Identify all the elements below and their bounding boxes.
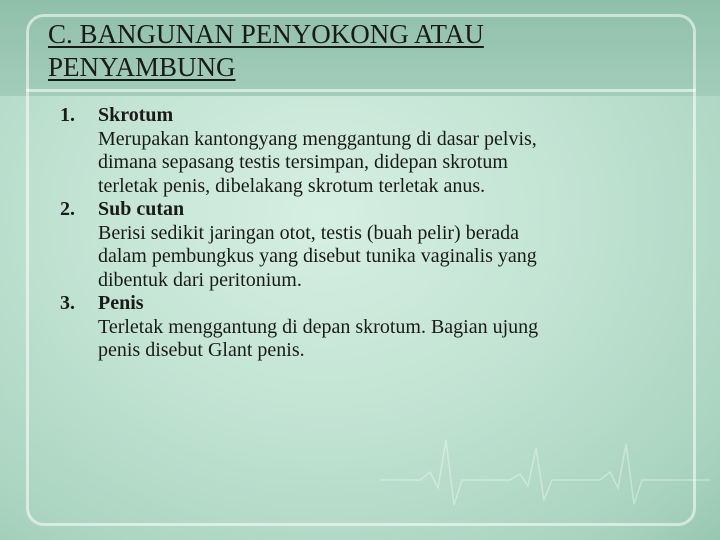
item-line: dibentuk dari peritonium. [98, 268, 302, 291]
list-item [60, 198, 660, 292]
item-line: Merupakan kantongyang menggantung di dasar pelvis, [98, 127, 537, 150]
item-line: Terletak menggantung di depan skrotum. Bagian ujung [98, 315, 539, 338]
item-line: terletak penis, dibelakang skrotum terletak anus. [98, 174, 486, 197]
item-heading: Skrotum [98, 104, 174, 126]
item-line: dimana sepasang testis tersimpan, didepan skrotum [98, 151, 508, 173]
item-line: dalam pembungkus yang disebut tunika vaginalis yang [98, 245, 537, 267]
item-heading: Sub cutan [98, 198, 185, 220]
item-line: penis disebut Glant penis. [98, 339, 305, 361]
item-number: 3. [60, 292, 75, 314]
slide-title: C. BANGUNAN PENYOKONG ATAU PENYAMBUNG [48, 19, 484, 82]
list-item [60, 104, 660, 198]
list-item [60, 292, 660, 363]
item-line: Berisi sedikit jaringan otot, testis (buah pelir) berada [98, 221, 519, 244]
item-heading: Penis [98, 292, 144, 314]
content-list [60, 104, 660, 363]
item-body [98, 104, 660, 198]
item-number: 1. [60, 104, 75, 126]
heartbeat-line-icon [380, 420, 710, 520]
item-number: 2. [60, 198, 75, 220]
item-body [98, 198, 660, 292]
item-body [98, 292, 660, 363]
